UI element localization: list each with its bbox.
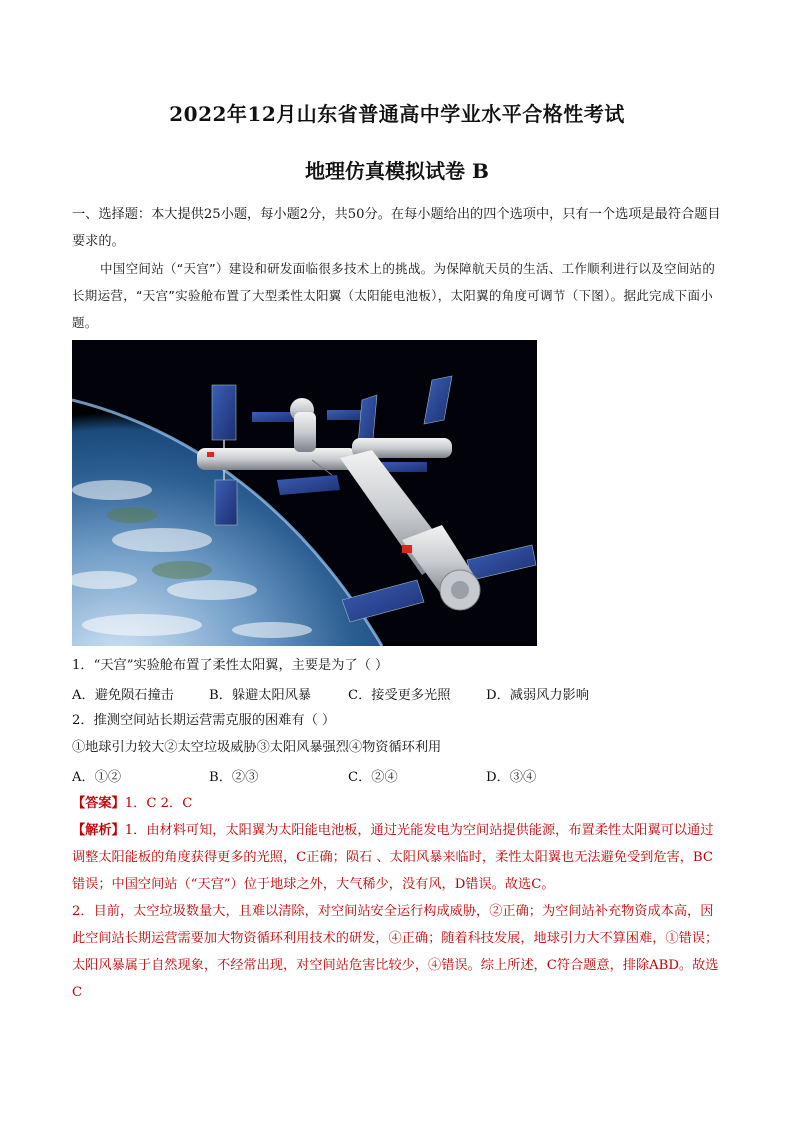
material-text: 中国空间站（“天宫”）建设和研发面临很多技术上的挑战。为保障航天员的生活、工作顺利进行以及空间站的长期运营，“天宫”实验舱布置了大型柔性太阳翼（太阳能电池板），太阳翼的角度可调节（下图）。据此完成下面小题。: [72, 261, 716, 330]
analysis-part-2-c: ；为空间站补充物资成本高，因此空间站长期运营需要加大物资循环利用技术的研发，: [72, 904, 714, 946]
answer-label: 【答案】: [72, 796, 125, 811]
question-2-option-c[interactable]: C．②④: [348, 770, 398, 785]
question-1-option-a[interactable]: A．避免陨石撞击: [72, 688, 174, 703]
question-1-option-b[interactable]: B．躲避太阳风暴: [209, 688, 312, 703]
analysis-part-2-a: 2．目前，太空垃圾数量大，且难以清除，对空间站安全运行构成威胁，: [72, 904, 490, 919]
question-1-option-c[interactable]: C．接受更多光照: [348, 688, 451, 703]
analysis-part-2-g: ；太阳风暴属于自然现象，不经常出现，对空间站危害比较少，④错误。综上所述，C符合题意，排除ABD。故选C: [72, 931, 719, 1000]
exam-title: 2022年12月山东省普通高中学业水平合格性考试: [169, 102, 625, 126]
question-2-option-d[interactable]: D．③④: [486, 770, 537, 785]
analysis-part-2: [72, 898, 724, 1006]
answer-line: [72, 790, 724, 817]
question-2-option-b[interactable]: B．②③: [209, 770, 259, 785]
question-2-statements: ①地球引力较大②太空垃圾威胁③太阳风暴强烈④物资循环利用: [72, 740, 442, 755]
section-instructions: 一、选择题：本大提供25小题，每小题2分，共50分。在每小题给出的四个选项中，只有一个选项是最符合题目要求的。: [72, 207, 721, 249]
analysis-part-2-f: ①错误: [665, 931, 705, 946]
analysis-part-1: [72, 817, 724, 898]
analysis-part-2-b: ②正确: [489, 904, 529, 919]
analysis-part-2-d: ④正确: [388, 931, 429, 946]
material-paragraph: [72, 255, 722, 336]
exam-subtitle: 地理仿真模拟试卷 B: [305, 159, 489, 183]
question-2-option-a[interactable]: A．①②: [72, 770, 122, 785]
answer-text: 1．C 2．C: [124, 796, 193, 811]
space-station-photo: [72, 340, 537, 646]
question-1-stem: 1．“天宫”实验舱布置了柔性太阳翼，主要是为了（ ）: [72, 658, 389, 673]
analysis-part-2-e: ；随着科技发展，地球引力大不算困难，: [428, 931, 666, 946]
analysis-label: 【解析】: [72, 823, 125, 838]
question-2-stem: 2．推测空间站长期运营需克服的困难有（ ）: [72, 713, 336, 728]
space-station-illustration: [72, 340, 537, 646]
analysis-part-1-text: 1．由材料可知，太阳翼为太阳能电池板，通过光能发电为空间站提供能源，布置柔性太阳翼可以通过调整太阳能板的角度获得更多的光照，C正确；陨石 、太阳风暴来临时，柔性太阳翼也无法避免受到危害，BC错误；中国空间站（“天宫”）位于地球之外，大气稀少，没有风，D错误。故选C。: [72, 823, 714, 892]
question-1-option-d[interactable]: D．减弱风力影响: [486, 688, 589, 703]
